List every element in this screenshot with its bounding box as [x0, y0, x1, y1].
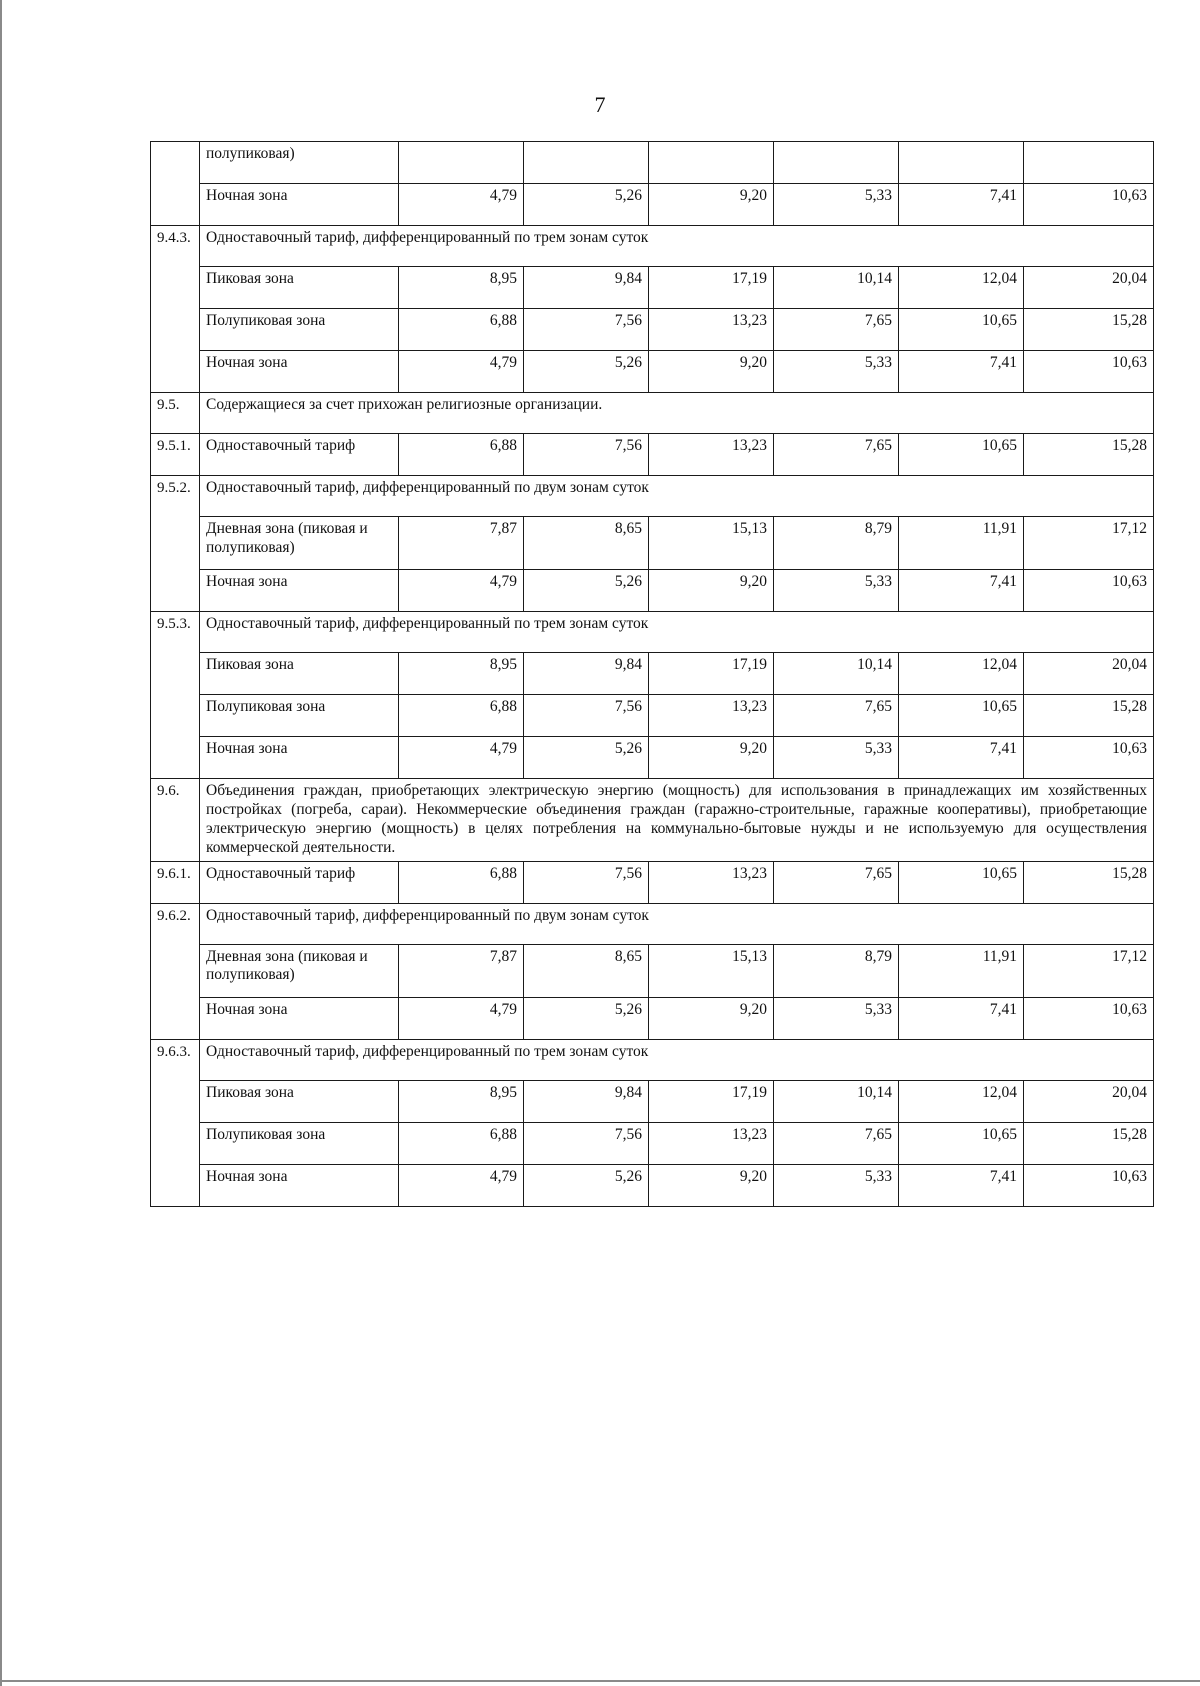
value-cell: 15,28 [1024, 1122, 1154, 1164]
value-cell: 9,20 [649, 997, 774, 1039]
row-code: 9.6.3. [151, 1039, 200, 1206]
table-row [151, 570, 1154, 612]
section-title: Содержащиеся за счет прихожан религиозные организации. [200, 393, 1154, 434]
value-cell: 7,56 [524, 1122, 649, 1164]
value-cell: 17,19 [649, 1080, 774, 1122]
row-label: Полупиковая зона [200, 695, 399, 737]
table-row [151, 997, 1154, 1039]
value-cell: 7,41 [899, 184, 1024, 226]
value-cell: 7,87 [399, 944, 524, 997]
value-cell: 7,41 [899, 570, 1024, 612]
row-code: 9.5. [151, 393, 200, 434]
value-cell: 13,23 [649, 1122, 774, 1164]
table-row [151, 267, 1154, 309]
value-cell: 20,04 [1024, 267, 1154, 309]
value-cell: 5,26 [524, 351, 649, 393]
value-cell: 8,65 [524, 944, 649, 997]
row-label: Полупиковая зона [200, 1122, 399, 1164]
section-title: Одноставочный тариф, дифференцированный по двум зонам суток [200, 903, 1154, 944]
row-label: Ночная зона [200, 351, 399, 393]
value-cell: 10,63 [1024, 737, 1154, 779]
table-row [151, 309, 1154, 351]
value-cell: 11,91 [899, 517, 1024, 570]
value-cell: 7,65 [774, 861, 899, 903]
section-row [151, 476, 1154, 517]
value-cell: 6,88 [399, 434, 524, 476]
value-cell: 4,79 [399, 737, 524, 779]
scan-left-border [0, 0, 2, 1686]
section-row [151, 226, 1154, 267]
value-cell: 5,33 [774, 997, 899, 1039]
value-cell: 17,19 [649, 653, 774, 695]
table-row [151, 517, 1154, 570]
value-cell: 9,20 [649, 351, 774, 393]
value-cell: 9,84 [524, 1080, 649, 1122]
row-label: Одноставочный тариф [200, 434, 399, 476]
value-cell: 6,88 [399, 309, 524, 351]
row-code: 9.6. [151, 779, 200, 862]
section-row [151, 393, 1154, 434]
value-cell: 20,04 [1024, 1080, 1154, 1122]
value-cell: 9,20 [649, 1164, 774, 1206]
scan-bottom-border [0, 1680, 1200, 1682]
value-cell: 9,20 [649, 184, 774, 226]
value-cell: 10,65 [899, 1122, 1024, 1164]
value-cell: 17,12 [1024, 517, 1154, 570]
value-cell: 20,04 [1024, 653, 1154, 695]
table-row [151, 1164, 1154, 1206]
value-cell: 15,13 [649, 517, 774, 570]
value-cell: 9,84 [524, 653, 649, 695]
value-cell: 7,41 [899, 997, 1024, 1039]
value-cell: 11,91 [899, 944, 1024, 997]
value-cell: 5,26 [524, 1164, 649, 1206]
value-cell: 5,26 [524, 997, 649, 1039]
value-cell [774, 142, 899, 184]
value-cell: 13,23 [649, 434, 774, 476]
row-label: Ночная зона [200, 737, 399, 779]
value-cell: 6,88 [399, 861, 524, 903]
value-cell: 7,56 [524, 434, 649, 476]
section-title: Одноставочный тариф, дифференцированный по двум зонам суток [200, 476, 1154, 517]
value-cell: 10,65 [899, 434, 1024, 476]
row-code: 9.6.1. [151, 861, 200, 903]
table-row [151, 142, 1154, 184]
value-cell: 7,65 [774, 309, 899, 351]
value-cell: 8,65 [524, 517, 649, 570]
value-cell: 15,28 [1024, 861, 1154, 903]
value-cell: 17,12 [1024, 944, 1154, 997]
table-row [151, 434, 1154, 476]
value-cell: 12,04 [899, 653, 1024, 695]
table-row [151, 184, 1154, 226]
value-cell [524, 142, 649, 184]
value-cell: 15,28 [1024, 695, 1154, 737]
value-cell: 10,63 [1024, 1164, 1154, 1206]
section-row [151, 612, 1154, 653]
value-cell: 7,41 [899, 737, 1024, 779]
section-title: Одноставочный тариф, дифференцированный по трем зонам суток [200, 612, 1154, 653]
value-cell: 13,23 [649, 695, 774, 737]
table-row [151, 1122, 1154, 1164]
value-cell: 10,14 [774, 267, 899, 309]
table-row [151, 1080, 1154, 1122]
value-cell: 7,56 [524, 861, 649, 903]
value-cell: 8,95 [399, 653, 524, 695]
row-label: Дневная зона (пиковая и полупиковая) [200, 517, 399, 570]
value-cell: 4,79 [399, 570, 524, 612]
row-label: Полупиковая зона [200, 309, 399, 351]
value-cell: 4,79 [399, 997, 524, 1039]
value-cell: 5,33 [774, 184, 899, 226]
row-code: 9.5.2. [151, 476, 200, 612]
value-cell: 10,63 [1024, 351, 1154, 393]
value-cell: 8,79 [774, 944, 899, 997]
value-cell: 7,87 [399, 517, 524, 570]
value-cell: 15,13 [649, 944, 774, 997]
value-cell: 5,33 [774, 570, 899, 612]
row-label: Пиковая зона [200, 1080, 399, 1122]
value-cell: 4,79 [399, 351, 524, 393]
value-cell: 7,41 [899, 1164, 1024, 1206]
row-label: Дневная зона (пиковая и полупиковая) [200, 944, 399, 997]
value-cell: 4,79 [399, 1164, 524, 1206]
value-cell: 7,56 [524, 309, 649, 351]
value-cell: 7,41 [899, 351, 1024, 393]
row-label: Ночная зона [200, 570, 399, 612]
value-cell: 10,65 [899, 309, 1024, 351]
value-cell: 12,04 [899, 1080, 1024, 1122]
page-number: 7 [594, 92, 606, 117]
row-code: 9.6.2. [151, 903, 200, 1039]
row-code: 9.5.1. [151, 434, 200, 476]
value-cell: 9,84 [524, 267, 649, 309]
table-row [151, 737, 1154, 779]
value-cell: 8,95 [399, 267, 524, 309]
value-cell: 10,63 [1024, 997, 1154, 1039]
value-cell: 5,33 [774, 737, 899, 779]
row-label: Ночная зона [200, 184, 399, 226]
value-cell: 7,56 [524, 695, 649, 737]
tariff-table [150, 141, 1154, 1207]
value-cell: 7,65 [774, 434, 899, 476]
row-code [151, 142, 200, 226]
table-row [151, 944, 1154, 997]
section-paragraph: Объединения граждан, приобретающих электрическую энергию (мощность) для использования в принадлежащих им хозяйственных постройках (погреба, сараи). Некоммерческие объединения граждан (гаражно-строительные, гаражные кооперативы), приобретающие электрическую энергию (мощность) в целях потребления на коммунально-бытовые нужды и не используемую для осуществления коммерческой деятельности. [200, 779, 1154, 862]
value-cell: 5,26 [524, 184, 649, 226]
row-label: Ночная зона [200, 997, 399, 1039]
row-label: Одноставочный тариф [200, 861, 399, 903]
row-code: 9.4.3. [151, 226, 200, 393]
value-cell: 9,20 [649, 737, 774, 779]
value-cell [1024, 142, 1154, 184]
value-cell: 13,23 [649, 309, 774, 351]
value-cell: 7,65 [774, 695, 899, 737]
value-cell: 6,88 [399, 1122, 524, 1164]
section-title: Одноставочный тариф, дифференцированный по трем зонам суток [200, 1039, 1154, 1080]
table-row [151, 695, 1154, 737]
value-cell [899, 142, 1024, 184]
value-cell: 13,23 [649, 861, 774, 903]
row-label: Пиковая зона [200, 653, 399, 695]
value-cell: 5,26 [524, 737, 649, 779]
value-cell: 10,65 [899, 695, 1024, 737]
value-cell: 5,26 [524, 570, 649, 612]
row-label: Пиковая зона [200, 267, 399, 309]
value-cell: 15,28 [1024, 434, 1154, 476]
row-label: полупиковая) [200, 142, 399, 184]
value-cell: 6,88 [399, 695, 524, 737]
value-cell: 15,28 [1024, 309, 1154, 351]
row-label: Ночная зона [200, 1164, 399, 1206]
value-cell: 8,95 [399, 1080, 524, 1122]
section-row [151, 1039, 1154, 1080]
value-cell: 10,63 [1024, 184, 1154, 226]
section-title: Одноставочный тариф, дифференцированный по трем зонам суток [200, 226, 1154, 267]
value-cell: 8,79 [774, 517, 899, 570]
value-cell: 17,19 [649, 267, 774, 309]
value-cell: 7,65 [774, 1122, 899, 1164]
value-cell [399, 142, 524, 184]
value-cell: 12,04 [899, 267, 1024, 309]
table-row [151, 653, 1154, 695]
value-cell [649, 142, 774, 184]
row-code: 9.5.3. [151, 612, 200, 779]
section-row [151, 903, 1154, 944]
value-cell: 9,20 [649, 570, 774, 612]
table-row [151, 351, 1154, 393]
value-cell: 10,14 [774, 1080, 899, 1122]
value-cell: 5,33 [774, 1164, 899, 1206]
value-cell: 10,63 [1024, 570, 1154, 612]
table-row [151, 861, 1154, 903]
value-cell: 10,14 [774, 653, 899, 695]
value-cell: 4,79 [399, 184, 524, 226]
value-cell: 5,33 [774, 351, 899, 393]
section-row [151, 779, 1154, 862]
value-cell: 10,65 [899, 861, 1024, 903]
